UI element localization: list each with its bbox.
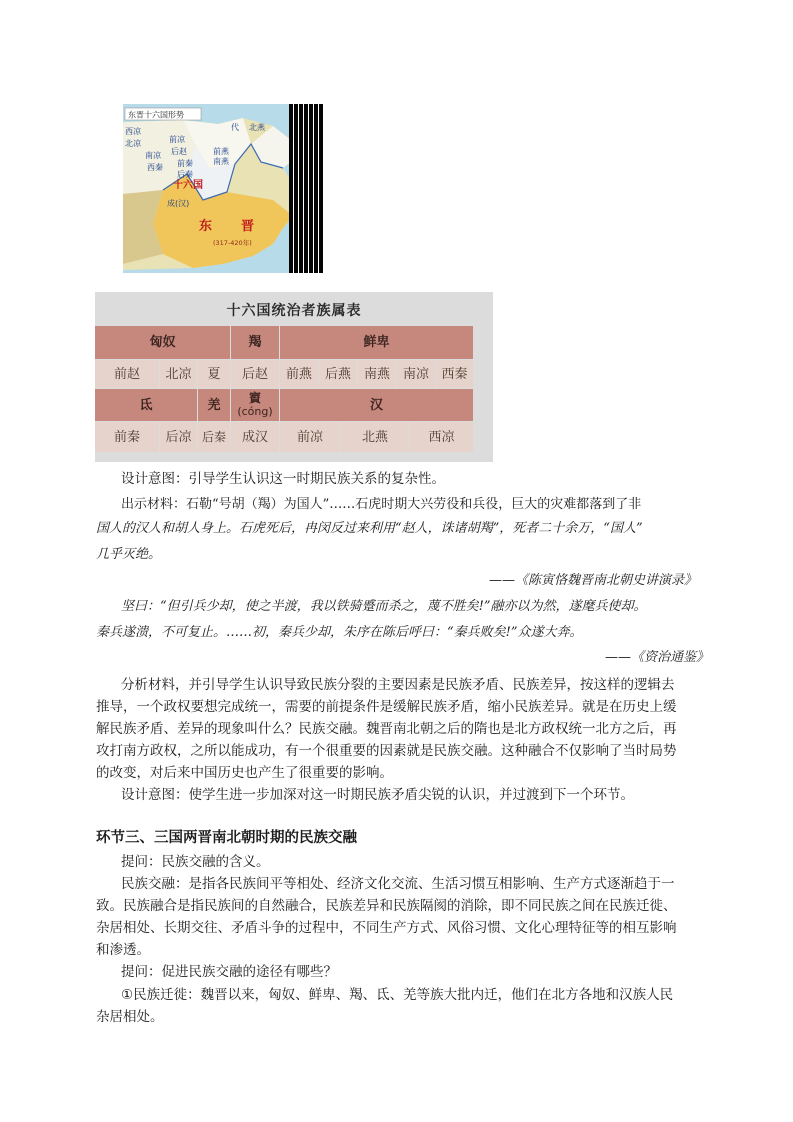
th-qiang: 羌: [198, 389, 230, 421]
map-label-jin: 晋: [241, 219, 255, 234]
map-label-dai: 代: [231, 123, 239, 132]
definition-line-4: 和渗透。: [96, 942, 150, 958]
analysis-line-2: 推导，一个政权要想完成统一，需要的前提条件是缓解民族矛盾，缩小民族差异。就是在历史上缓: [96, 699, 677, 715]
source-2: ——《资治通鉴》: [604, 650, 709, 665]
th-han: 汉: [280, 389, 473, 421]
ethnic-ruler-table-image: [95, 292, 493, 462]
th-xianbei: 鲜卑: [280, 326, 473, 359]
material-1-line-3: 几乎灭绝。: [96, 547, 162, 562]
td-qianqin: 前秦: [95, 422, 159, 452]
map-label-houqin: 后秦: [177, 170, 193, 179]
design-intent-2: 设计意图：使学生进一步加深对这一时期民族矛盾尖锐的认识，并过渡到下一个环节。: [121, 787, 634, 803]
map-label-chenghan: 成(汉): [167, 199, 190, 208]
analysis-line-1: 分析材料，并引导学生认识导致民族分裂的主要因素是民族矛盾、民族差异，按这样的逻辑去: [121, 677, 675, 693]
map-label-nanliang: 南凉: [145, 151, 161, 160]
map-label-xiliang: 西凉: [125, 127, 141, 136]
td-qianzhao: 前赵: [95, 360, 159, 388]
th-cong-char: 賨: [248, 391, 261, 405]
map-label-dong: 东: [199, 219, 213, 234]
td-beiyan: 北燕: [341, 422, 409, 452]
table-title: 十六国统治者族属表: [226, 303, 362, 319]
definition-line-3: 杂居相处、长期交往、矛盾斗争的过程中，不同生产方式、风俗习惯、文化心理特征等的相互影响: [96, 920, 677, 936]
th-di: 氐: [95, 389, 197, 421]
map-label-qianqin: 前秦: [177, 159, 193, 168]
analysis-line-3: 解民族矛盾、差异的现象叫什么？民族交融。魏晋南北朝之后的隋也是北方政权统一北方之后，再: [96, 721, 677, 737]
migration-line-2: 杂居相处。: [96, 1009, 164, 1025]
map-label-qianyan: 前燕: [213, 147, 229, 156]
material-intro: [121, 493, 641, 516]
migration-line-1: ①民族迁徙：魏晋以来，匈奴、鲜卑、羯、氐、羌等族大批内迁，他们在北方各地和汉族人民: [121, 987, 674, 1003]
analysis-line-4: 攻打南方政权，之所以能成功，有一个很重要的因素就是民族交融。这种融合不仅影响了当时局势: [96, 743, 677, 759]
analysis-line-5: 的改变，对后来中国历史也产生了很重要的影响。: [96, 765, 393, 781]
th-cong: [231, 389, 279, 421]
td-houqin: 后秦: [198, 422, 230, 452]
td-houzhao: 后赵: [231, 360, 279, 388]
design-intent-1: 设计意图：引导学生认识这一时期民族关系的复杂性。: [121, 471, 445, 487]
definition-line-1: 民族交融：是指各民族间平等相处、经济文化交流、生活习惯互相影响、生产方式逐渐趋于一: [121, 876, 675, 892]
map-label-years: (317-420年): [213, 239, 252, 247]
question-1: 提问：民族交融的含义。: [121, 854, 270, 870]
td-nanliang: 南凉: [397, 360, 435, 388]
td-beiliang: 北凉: [160, 360, 197, 388]
td-houliang: 后凉: [160, 422, 197, 452]
definition-line-2: 致。民族融合是指民族间的自然融合，民族差异和民族隔阂的消除，即不同民族之间在民族迁徙、: [96, 898, 677, 914]
material-2-line-2: 秦兵遂溃，不可复止。……初，秦兵少却，朱序在陈后呼曰：“秦兵败矣!”众遂大奔。: [96, 625, 583, 640]
map-label-qianliang: 前凉: [169, 135, 185, 144]
map-label-houzhao: 后赵: [171, 147, 187, 156]
th-cong-pinyin: (cóng): [237, 405, 273, 418]
map-label-nanyan: 南燕: [213, 157, 229, 166]
map-label-xiqin: 西秦: [147, 163, 163, 172]
source-1: ——《陈寅恪魏晋南北朝史讲演录》: [488, 573, 697, 588]
ethnic-ruler-table: [95, 326, 493, 452]
td-qianliang: 前凉: [280, 422, 340, 452]
map-label-shiliuguo: 十六国: [173, 180, 203, 191]
td-chenghan: 成汉: [231, 422, 279, 452]
map-label-beiyan: 北燕: [249, 123, 265, 132]
material-1-line-1: 出示材料：石勒“号胡（羯）为国人”……石虎时期大兴劳役和兵役，巨大的灾难都落到了非: [121, 497, 642, 512]
th-jie: 羯: [231, 326, 279, 359]
td-xiliang: 西凉: [410, 422, 473, 452]
map-label-beiliang: 北凉: [125, 139, 141, 148]
question-2: 提问：促进民族交融的途径有哪些？: [121, 964, 337, 980]
map-edge-bars: [289, 104, 324, 273]
td-nanyan: 南燕: [358, 360, 396, 388]
material-1-line-2: 国人的汉人和胡人身上。石虎死后，冉闵反过来利用“赵人，诛诸胡羯”，死者二十余万，“国人”: [96, 521, 643, 536]
td-xia: 夏: [198, 360, 230, 388]
section-heading: 环节三、三国两晋南北朝时期的民族交融: [96, 830, 357, 846]
map-title: 东晋十六国形势: [128, 110, 184, 120]
th-xiongnu: 匈奴: [95, 326, 230, 359]
material-2-line-1: 坚曰：“但引兵少却，使之半渡，我以铁骑蹙而杀之，蔑不胜矣!”融亦以为然，遂麾兵使却。: [121, 599, 647, 614]
td-xiqin: 西秦: [436, 360, 473, 388]
td-houyan: 后燕: [319, 360, 357, 388]
td-qianyan: 前燕: [280, 360, 318, 388]
